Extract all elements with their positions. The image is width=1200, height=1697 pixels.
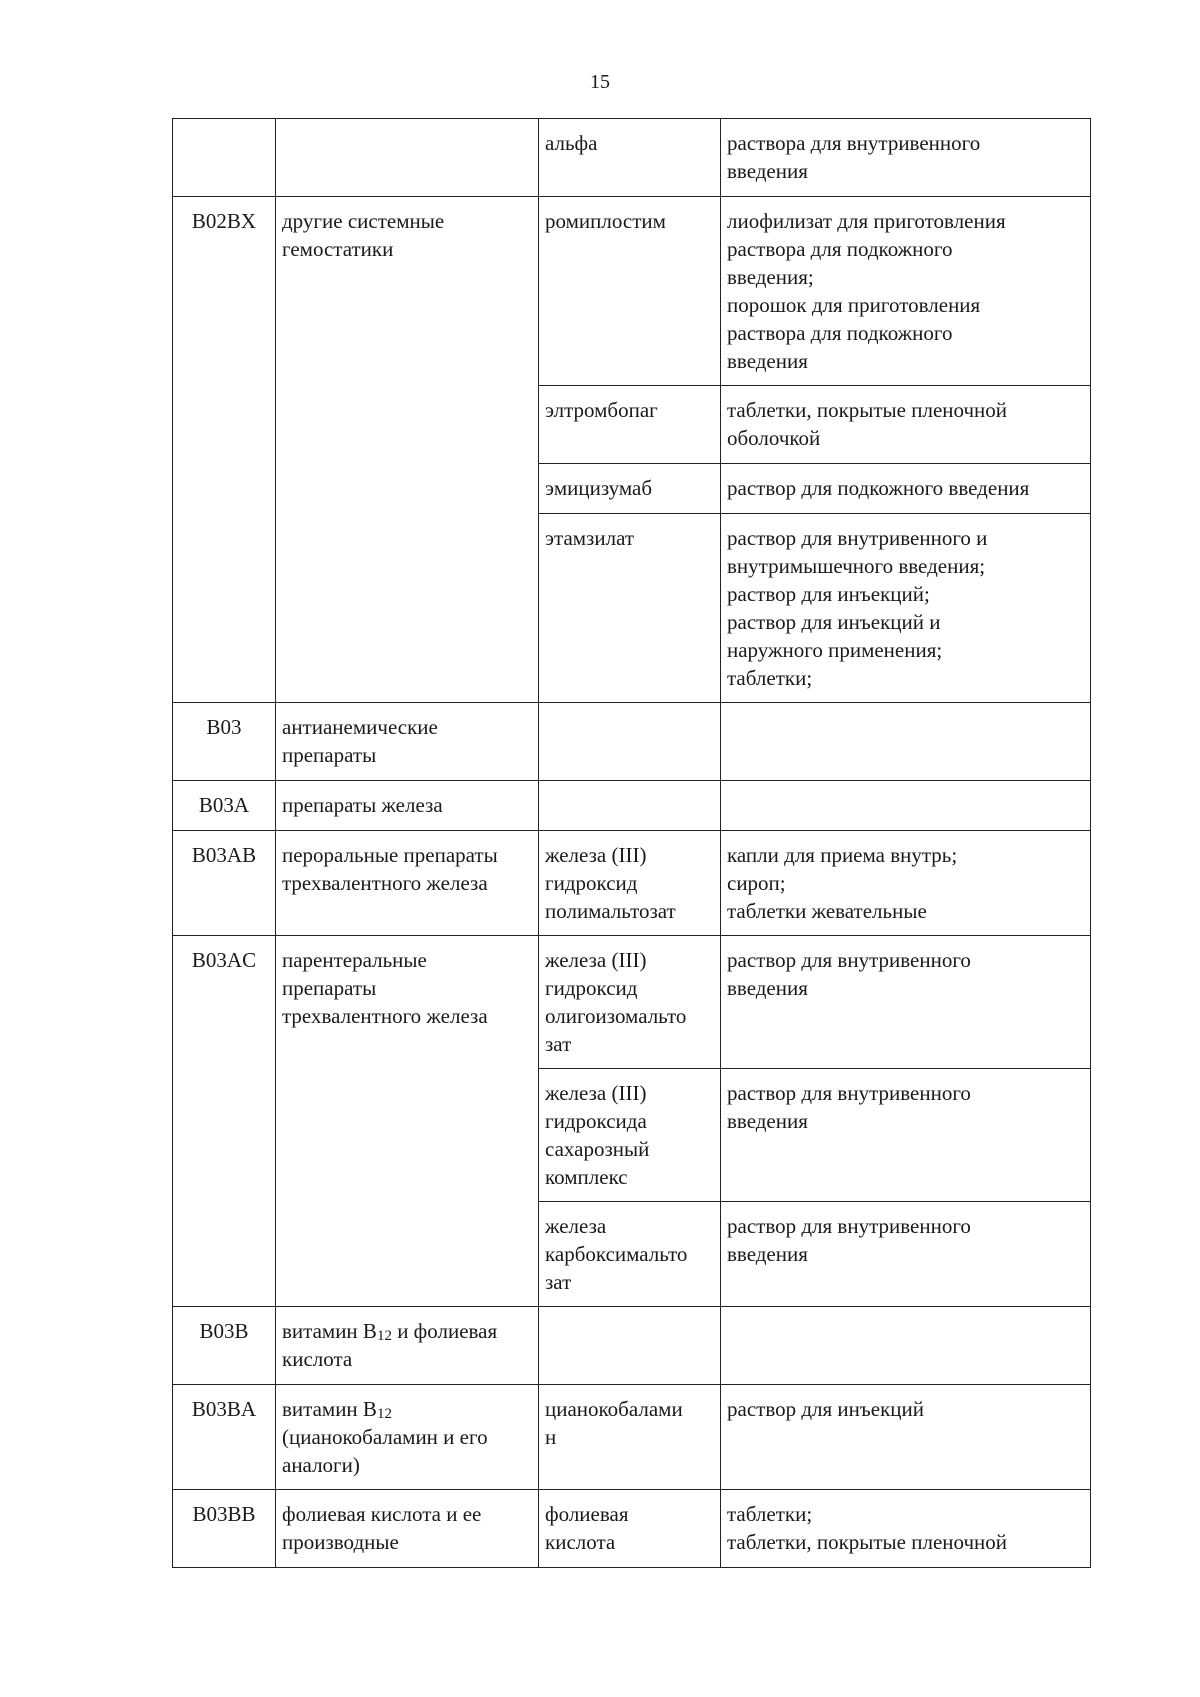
group-text: и фолиевая кислота bbox=[282, 1319, 498, 1371]
table-row bbox=[173, 781, 1091, 831]
drug-cell: фолиевая кислота bbox=[539, 1490, 721, 1568]
table-row bbox=[173, 936, 1091, 1069]
subscript-index: 12 bbox=[376, 1328, 392, 1344]
dosage-form-cell: раствора для внутривенного введения bbox=[721, 119, 1091, 197]
group-text: витамин B bbox=[282, 1397, 377, 1421]
dosage-form-cell bbox=[721, 1307, 1091, 1385]
drug-cell: цианокобалами н bbox=[539, 1385, 721, 1490]
dosage-form-cell: раствор для подкожного введения bbox=[721, 464, 1091, 514]
atc-code-cell: B03 bbox=[173, 703, 276, 781]
atc-code-cell: B03BB bbox=[173, 1490, 276, 1568]
drug-cell: элтромбопаг bbox=[539, 386, 721, 464]
drug-cell bbox=[539, 703, 721, 781]
drug-cell: железа (III) гидроксид полимальтозат bbox=[539, 831, 721, 936]
dosage-form-cell: раствор для инъекций bbox=[721, 1385, 1091, 1490]
group-text: (цианокобаламин и его аналоги) bbox=[282, 1425, 488, 1477]
drug-cell: железа (III) гидроксид олигоизомальто зат bbox=[539, 936, 721, 1069]
table-row bbox=[173, 703, 1091, 781]
table-row bbox=[173, 1490, 1091, 1568]
group-cell: препараты железа bbox=[276, 781, 539, 831]
group-cell: парентеральные препараты трехвалентного железа bbox=[276, 936, 539, 1307]
table-row bbox=[173, 197, 1091, 386]
medication-table bbox=[172, 118, 1091, 1568]
atc-code-cell bbox=[173, 119, 276, 197]
group-cell bbox=[276, 119, 539, 197]
drug-cell: железа карбоксимальто зат bbox=[539, 1202, 721, 1307]
drug-cell: этамзилат bbox=[539, 514, 721, 703]
table-row bbox=[173, 119, 1091, 197]
atc-code-cell: B03B bbox=[173, 1307, 276, 1385]
dosage-form-cell: раствор для внутривенного введения bbox=[721, 936, 1091, 1069]
dosage-form-cell: таблетки; таблетки, покрытые пленочной bbox=[721, 1490, 1091, 1568]
group-cell bbox=[276, 1385, 539, 1490]
page-number: 15 bbox=[590, 71, 610, 93]
drug-cell: ромиплостим bbox=[539, 197, 721, 386]
atc-code-cell: B03AB bbox=[173, 831, 276, 936]
atc-code-cell: B03AC bbox=[173, 936, 276, 1307]
group-cell bbox=[276, 1307, 539, 1385]
atc-code-cell: B03A bbox=[173, 781, 276, 831]
atc-code-cell: B03BA bbox=[173, 1385, 276, 1490]
dosage-form-cell: таблетки, покрытые пленочной оболочкой bbox=[721, 386, 1091, 464]
group-text: витамин B bbox=[282, 1319, 377, 1343]
group-cell: антианемические препараты bbox=[276, 703, 539, 781]
dosage-form-cell bbox=[721, 781, 1091, 831]
group-cell: пероральные препараты трехвалентного железа bbox=[276, 831, 539, 936]
dosage-form-cell: раствор для внутривенного введения bbox=[721, 1069, 1091, 1202]
table-row bbox=[173, 1307, 1091, 1385]
drug-cell: железа (III) гидроксида сахарозный комплекс bbox=[539, 1069, 721, 1202]
dosage-form-cell: лиофилизат для приготовления раствора для подкожного введения; порошок для приготовления раствора для подкожного введения bbox=[721, 197, 1091, 386]
group-cell: другие системные гемостатики bbox=[276, 197, 539, 703]
dosage-form-cell bbox=[721, 703, 1091, 781]
table-row bbox=[173, 1385, 1091, 1490]
drug-cell bbox=[539, 781, 721, 831]
drug-cell bbox=[539, 1307, 721, 1385]
subscript-index: 12 bbox=[376, 1406, 392, 1422]
group-cell: фолиевая кислота и ее производные bbox=[276, 1490, 539, 1568]
drug-cell: альфа bbox=[539, 119, 721, 197]
drug-cell: эмицизумаб bbox=[539, 464, 721, 514]
dosage-form-cell: капли для приема внутрь; сироп; таблетки жевательные bbox=[721, 831, 1091, 936]
dosage-form-cell: раствор для внутривенного введения bbox=[721, 1202, 1091, 1307]
table-row bbox=[173, 831, 1091, 936]
dosage-form-cell: раствор для внутривенного и внутримышечного введения; раствор для инъекций; раствор для инъекций и наружного применения; таблетки; bbox=[721, 514, 1091, 703]
atc-code-cell: B02BX bbox=[173, 197, 276, 703]
